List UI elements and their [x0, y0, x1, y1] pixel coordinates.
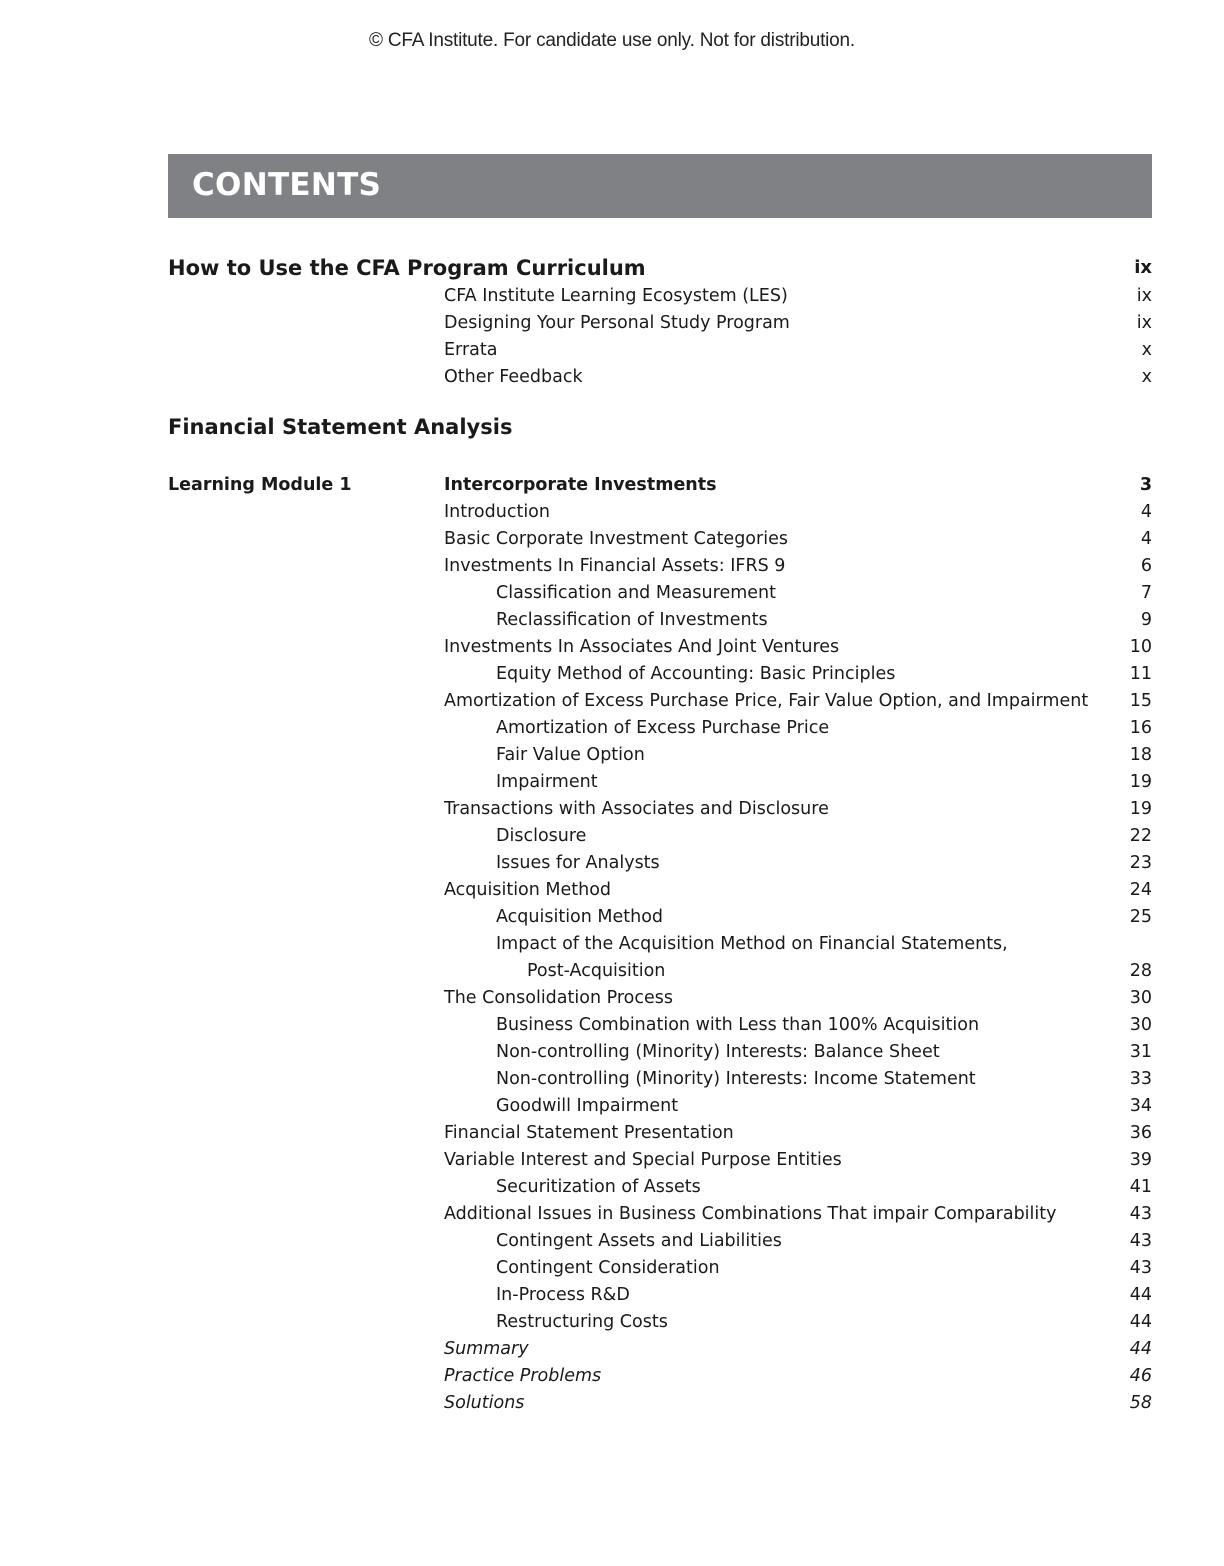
toc-entry-title: Post-Acquisition	[527, 961, 666, 981]
toc-subentry[interactable]	[168, 607, 1152, 634]
toc-subentry[interactable]	[168, 742, 1152, 769]
toc-subentry[interactable]	[168, 580, 1152, 607]
toc-entry-page: 41	[1129, 1177, 1152, 1197]
toc-entry-summary[interactable]	[168, 1336, 1152, 1363]
toc-entry-page: 44	[1129, 1285, 1152, 1305]
toc-entry-title: Additional Issues in Business Combinations That impair Comparability	[444, 1204, 1057, 1224]
toc-entry-page: 19	[1129, 772, 1152, 792]
toc-entry[interactable]	[168, 499, 1152, 526]
toc-entry-page: 4	[1140, 502, 1152, 522]
toc-entry[interactable]	[168, 337, 1152, 364]
toc-subentry[interactable]	[168, 850, 1152, 877]
toc-entry-page: 22	[1129, 826, 1152, 846]
toc-entry[interactable]	[168, 283, 1152, 310]
toc-entry-title: Fair Value Option	[496, 745, 645, 765]
toc-entry-page: 46	[1129, 1366, 1152, 1386]
toc-entry-page: 43	[1129, 1204, 1152, 1224]
contents-title: CONTENTS	[192, 167, 382, 203]
toc-subentry[interactable]	[168, 661, 1152, 688]
toc-subentry[interactable]	[168, 1309, 1152, 1336]
toc-entry-page: 30	[1129, 1015, 1152, 1035]
toc-entry-page: 3	[1139, 475, 1152, 495]
toc-subentry[interactable]	[168, 904, 1152, 931]
toc-entry-title: In-Process R&D	[496, 1285, 630, 1305]
toc-entry-page: ix	[1136, 286, 1152, 306]
toc-entry-page: x	[1141, 367, 1152, 387]
toc-entry-solutions[interactable]	[168, 1390, 1152, 1417]
toc-entry-title: Summary	[444, 1339, 529, 1359]
toc-entry-title: Errata	[444, 340, 498, 360]
toc-entry-page: 58	[1129, 1393, 1152, 1413]
toc-entry-title: Designing Your Personal Study Program	[444, 313, 790, 333]
toc-subentry[interactable]	[168, 715, 1152, 742]
toc-entry[interactable]	[168, 1120, 1152, 1147]
toc-intro	[168, 253, 1152, 391]
toc-entry-title: Contingent Assets and Liabilities	[496, 1231, 782, 1251]
toc-entry-page: x	[1141, 340, 1152, 360]
toc-entry-page: 9	[1140, 610, 1152, 630]
toc-entry-title: Non-controlling (Minority) Interests: Balance Sheet	[496, 1042, 940, 1062]
toc-entry-page: 11	[1129, 664, 1152, 684]
toc-subentry[interactable]	[168, 1066, 1152, 1093]
toc-entry-how-to-use[interactable]	[168, 253, 1152, 283]
toc-entry-title: Financial Statement Presentation	[444, 1123, 734, 1143]
toc-entry-page: ix	[1134, 257, 1152, 278]
toc-entry-title: Intercorporate Investments	[444, 475, 717, 495]
toc-entry-page: 6	[1140, 556, 1152, 576]
toc-entry-title: Impairment	[496, 772, 598, 792]
toc-entry-page: 24	[1129, 880, 1152, 900]
toc-entry[interactable]	[168, 796, 1152, 823]
toc-entry-title: Practice Problems	[444, 1366, 602, 1386]
toc-entry-title: CFA Institute Learning Ecosystem (LES)	[444, 286, 788, 306]
toc-entry-title: Disclosure	[496, 826, 587, 846]
toc-entry-title: Amortization of Excess Purchase Price	[496, 718, 830, 738]
toc-subentry[interactable]	[168, 1174, 1152, 1201]
toc-entry-page: 10	[1129, 637, 1152, 657]
toc-subentry[interactable]	[168, 931, 1152, 958]
toc-entry-title: Securitization of Assets	[496, 1177, 701, 1197]
toc-subentry[interactable]	[168, 1255, 1152, 1282]
toc-entry-title: Transactions with Associates and Disclosure	[444, 799, 829, 819]
toc-entry-title: Investments In Financial Assets: IFRS 9	[444, 556, 786, 576]
toc-entry-page: 33	[1129, 1069, 1152, 1089]
toc-entry[interactable]	[168, 310, 1152, 337]
toc-entry[interactable]	[168, 634, 1152, 661]
toc-entry-page: 34	[1129, 1096, 1152, 1116]
toc-entry-page: 4	[1140, 529, 1152, 549]
toc-entry-page: 16	[1129, 718, 1152, 738]
toc-subentry[interactable]	[168, 823, 1152, 850]
toc-entry-title: Contingent Consideration	[496, 1258, 720, 1278]
toc-entry-title: Reclassification of Investments	[496, 610, 768, 630]
toc-entry-page: 18	[1129, 745, 1152, 765]
toc-entry-page: 15	[1129, 691, 1152, 711]
toc-entry[interactable]	[168, 1201, 1152, 1228]
toc-entry-title: Basic Corporate Investment Categories	[444, 529, 788, 549]
contents-banner	[168, 154, 1152, 218]
toc-entry-title: Business Combination with Less than 100% Acquisition	[496, 1015, 980, 1035]
toc-subentry[interactable]	[168, 1039, 1152, 1066]
toc-entry-title: Issues for Analysts	[496, 853, 660, 873]
toc-entry-page: 31	[1129, 1042, 1152, 1062]
toc-subentry[interactable]	[168, 1093, 1152, 1120]
toc-entry[interactable]	[168, 877, 1152, 904]
toc-entry-page: ix	[1136, 313, 1152, 333]
toc-entry-page: 7	[1140, 583, 1152, 603]
toc-subentry[interactable]	[168, 1012, 1152, 1039]
toc-entry-page: 44	[1129, 1339, 1152, 1359]
module-label: Learning Module 1	[168, 475, 352, 495]
toc-entry-page: 44	[1129, 1312, 1152, 1332]
toc-entry-title: Introduction	[444, 502, 550, 522]
toc-entry-title: Acquisition Method	[444, 880, 612, 900]
toc-entry-page: 39	[1129, 1150, 1152, 1170]
toc-entry[interactable]	[168, 985, 1152, 1012]
toc-entry-title: Restructuring Costs	[496, 1312, 668, 1332]
toc-entry-title: Non-controlling (Minority) Interests: Income Statement	[496, 1069, 976, 1089]
toc-entry-title: Solutions	[444, 1393, 525, 1413]
toc-entry[interactable]	[168, 553, 1152, 580]
toc-entry-practice-problems[interactable]	[168, 1363, 1152, 1390]
toc-entry-title: The Consolidation Process	[444, 988, 673, 1008]
toc-entry[interactable]	[168, 688, 1152, 715]
toc-entry-page: 28	[1129, 961, 1152, 981]
toc-entry-title: Other Feedback	[444, 367, 583, 387]
toc-subentry[interactable]	[168, 1282, 1152, 1309]
toc-module-heading[interactable]	[168, 472, 1152, 499]
toc-entry-page: 43	[1129, 1231, 1152, 1251]
toc-subentry[interactable]	[168, 769, 1152, 796]
toc-entry-page: 23	[1129, 853, 1152, 873]
copyright-notice: © CFA Institute. For candidate use only. Not for distribution.	[369, 30, 855, 51]
toc-entry-page: 36	[1129, 1123, 1152, 1143]
section-title: Financial Statement Analysis	[168, 415, 513, 439]
toc-entry-page: 30	[1129, 988, 1152, 1008]
toc-entry-title: Variable Interest and Special Purpose Entities	[444, 1150, 842, 1170]
toc-entry-title: How to Use the CFA Program Curriculum	[168, 256, 646, 280]
toc-entry-title: Acquisition Method	[496, 907, 664, 927]
toc-entry-title: Amortization of Excess Purchase Price, Fair Value Option, and Impairment	[444, 691, 1089, 711]
toc-entry-page: 19	[1129, 799, 1152, 819]
toc-entry[interactable]	[168, 526, 1152, 553]
toc-entry[interactable]	[168, 364, 1152, 391]
toc-entry-title: Investments In Associates And Joint Ventures	[444, 637, 840, 657]
toc-entry-title: Classification and Measurement	[496, 583, 776, 603]
toc-entry-title: Equity Method of Accounting: Basic Principles	[496, 664, 896, 684]
toc-entry[interactable]	[168, 1147, 1152, 1174]
toc-entry-title: Impact of the Acquisition Method on Financial Statements,	[496, 934, 1008, 954]
toc-subentry-continued[interactable]	[168, 958, 1152, 985]
toc-module-1	[168, 472, 1152, 1417]
toc-entry-page: 43	[1129, 1258, 1152, 1278]
toc-subentry[interactable]	[168, 1228, 1152, 1255]
toc-entry-page: 25	[1129, 907, 1152, 927]
toc-entry-title: Goodwill Impairment	[496, 1096, 679, 1116]
